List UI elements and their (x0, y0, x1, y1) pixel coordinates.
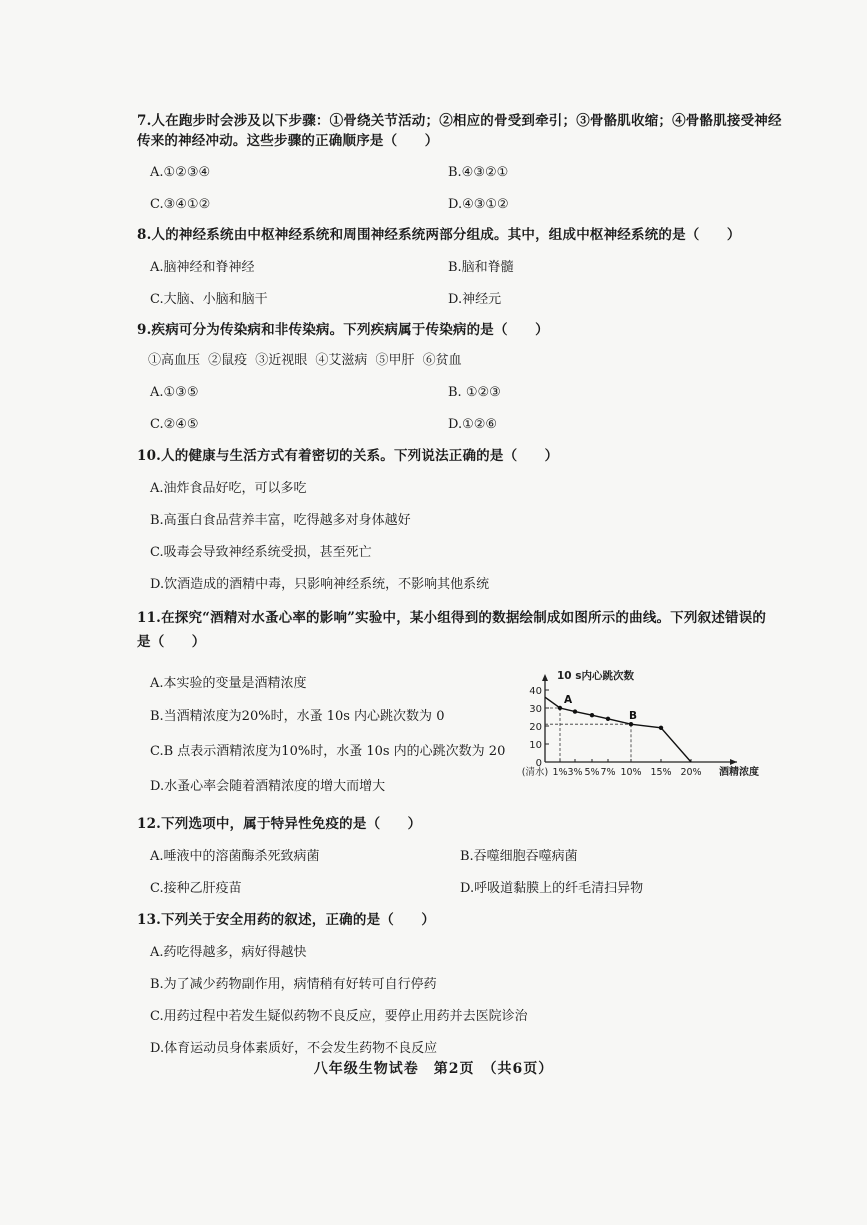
q11-option-c: C.B 点表示酒精浓度为10%时，水蚤 10s 内的心跳次数为 20 (150, 744, 506, 759)
x-tick-label: (清水) (521, 767, 549, 778)
q10-option-b: B.高蛋白食品营养丰富，吃得越多对身体越好 (150, 513, 411, 528)
q11-option-b: B.当酒精浓度为20%时，水蚤 10s 内心跳次数为 0 (150, 709, 445, 724)
x-tick-label: 5% (584, 767, 600, 778)
q11-stem-line1: 11.在探究“酒精对水蚤心率的影响”实验中，某小组得到的数据绘制成如图所示的曲线。下列叙述错误的 (137, 610, 767, 626)
x-axis-label: 酒精浓度 (719, 767, 759, 778)
x-tick-label: 20% (680, 767, 702, 778)
q11-stem-line2: 是（ ） (137, 634, 206, 650)
q8-stem: 8.人的神经系统由中枢神经系统和周围神经系统两部分组成。其中，组成中枢神经系统的是（ ） (137, 227, 741, 243)
q13-option-a: A.药吃得越多，病好得越快 (150, 945, 307, 960)
y-tick-label: 0 (535, 758, 542, 769)
q13-stem: 13.下列关于安全用药的叙述，正确的是（ ） (137, 912, 436, 928)
y-tick-label: 20 (529, 722, 542, 733)
data-point (629, 722, 633, 726)
q9-option-b: B. ①②③ (448, 385, 501, 400)
q13-option-d: D.体育运动员身体素质好，不会发生药物不良反应 (150, 1041, 438, 1056)
q9-stem: 9.疾病可分为传染病和非传染病。下列疾病属于传染病的是（ ） (137, 322, 549, 338)
x-tick-label: 15% (650, 767, 672, 778)
q12-option-c: C.接种乙肝疫苗 (150, 881, 242, 896)
point-label: A (564, 694, 573, 706)
q9-option-d: D.①②⑥ (448, 417, 498, 432)
y-axis-arrow (542, 674, 548, 681)
q9-option-c: C.②④⑤ (150, 417, 199, 432)
q7-option-a: A.①②③④ (150, 165, 211, 180)
data-point (659, 726, 663, 730)
q12-option-b: B.吞噬细胞吞噬病菌 (460, 849, 578, 864)
q10-option-d: D.饮酒造成的酒精中毒，只影响神经系统，不影响其他系统 (150, 577, 490, 592)
q7-option-d: D.④③①② (448, 197, 509, 212)
x-tick-label: 7% (600, 767, 616, 778)
heart-rate-chart (505, 664, 770, 784)
q8-option-d: D.神经元 (448, 292, 502, 307)
data-point (606, 717, 610, 721)
q10-option-a: A.油炸食品好吃，可以多吃 (150, 481, 307, 496)
series-line (545, 697, 691, 762)
x-tick-label: 10% (620, 767, 642, 778)
q7-option-b: B.④③②① (448, 165, 509, 180)
page-footer: 八年级生物试卷 第2页 （共6页） (313, 1061, 554, 1077)
data-point (573, 709, 577, 713)
q7-stem-line1: 7.人在跑步时会涉及以下步骤：①骨绕关节活动；②相应的骨受到牵引；③骨骼肌收缩；④骨骼肌接受神经 (137, 113, 782, 129)
q11-option-a: A.本实验的变量是酒精浓度 (150, 676, 307, 691)
q12-stem: 12.下列选项中，属于特异性免疫的是（ ） (137, 816, 422, 832)
q7-stem-line2: 传来的神经冲动。这些步骤的正确顺序是（ ） (137, 133, 439, 149)
q13-option-c: C.用药过程中若发生疑似药物不良反应，要停止用药并去医院诊治 (150, 1009, 528, 1024)
data-point (558, 706, 562, 710)
q10-stem: 10.人的健康与生活方式有着密切的关系。下列说法正确的是（ ） (137, 448, 559, 464)
data-point (590, 713, 594, 717)
q9-option-a: A.①③⑤ (150, 385, 199, 400)
q8-option-b: B.脑和脊髓 (448, 260, 514, 275)
x-tick-label: 1% (552, 767, 568, 778)
q7-option-c: C.③④①② (150, 197, 211, 212)
q8-option-a: A.脑神经和脊神经 (150, 260, 255, 275)
q9-items: ①高血压 ②鼠疫 ③近视眼 ④艾滋病 ⑤甲肝 ⑥贫血 (148, 353, 462, 368)
q12-option-d: D.呼吸道黏膜上的纤毛清扫异物 (460, 881, 644, 896)
y-tick-label: 30 (529, 704, 542, 715)
y-tick-label: 10 (529, 740, 542, 751)
q12-option-a: A.唾液中的溶菌酶杀死致病菌 (150, 849, 320, 864)
q11-option-d: D.水蚤心率会随着酒精浓度的增大而增大 (150, 779, 386, 794)
q13-option-b: B.为了减少药物副作用，病情稍有好转可自行停药 (150, 977, 437, 992)
x-axis-arrow (730, 759, 737, 765)
y-axis-label: 10 s内心跳次数 (557, 670, 635, 682)
x-tick-label: 3% (567, 767, 583, 778)
q8-option-c: C.大脑、小脑和脑干 (150, 292, 268, 307)
point-label: B (629, 710, 638, 723)
q10-option-c: C.吸毒会导致神经系统受损，甚至死亡 (150, 545, 372, 560)
y-tick-label: 40 (529, 686, 542, 697)
